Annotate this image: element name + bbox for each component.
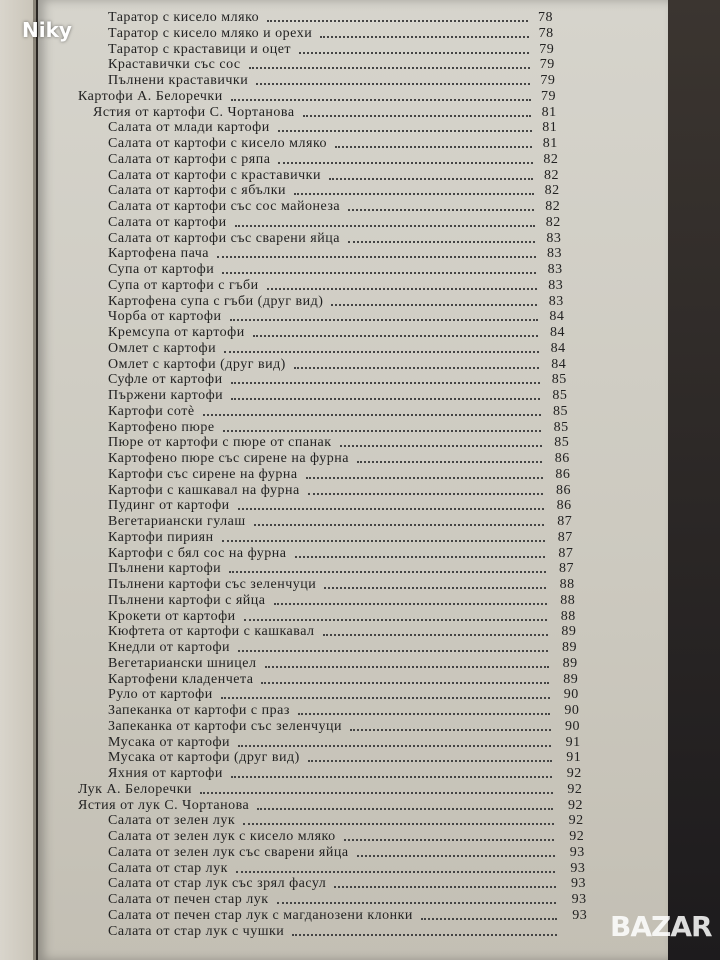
toc-entry-page: 83 bbox=[547, 262, 563, 277]
toc-entry-page: 85 bbox=[554, 435, 570, 451]
toc-leader-dots bbox=[235, 213, 535, 227]
toc-leader-dots bbox=[238, 638, 548, 652]
toc-entry-page: 83 bbox=[546, 230, 562, 246]
toc-entry-page: 83 bbox=[548, 277, 564, 293]
toc-entry-title: Салата от картофи със сварени яйца bbox=[108, 230, 340, 246]
toc-entry-title: Салата от картофи с ряпа bbox=[108, 151, 271, 167]
toc-leader-dots bbox=[231, 764, 552, 778]
toc-leader-dots bbox=[236, 859, 555, 873]
toc-leader-dots bbox=[323, 622, 548, 636]
toc-entry-title: Салата от зелен лук с кисело мляко bbox=[108, 829, 336, 844]
toc-leader-dots bbox=[244, 607, 547, 621]
toc-entry-page: 87 bbox=[557, 529, 573, 545]
toc-entry-title: Яхния от картофи bbox=[108, 766, 223, 781]
toc-entry-page: 91 bbox=[565, 734, 581, 750]
toc-entry-title: Пюре от картофи с пюре от спанак bbox=[108, 435, 332, 451]
toc-entry-page: 89 bbox=[562, 640, 577, 655]
toc-entry-title: Пържени картофи bbox=[108, 388, 224, 403]
toc-entry-page: 82 bbox=[544, 167, 559, 183]
toc-entry-page: 86 bbox=[556, 482, 571, 498]
toc-leader-dots bbox=[334, 874, 556, 888]
toc-entry-page: 90 bbox=[565, 718, 580, 734]
toc-leader-dots bbox=[335, 134, 532, 148]
toc-entry-page: 87 bbox=[557, 514, 573, 529]
toc-leader-dots bbox=[257, 796, 553, 810]
watermark-bazar: BAZAR bbox=[610, 910, 712, 943]
toc-leader-dots bbox=[298, 701, 550, 715]
toc-leader-dots bbox=[277, 890, 556, 904]
toc-entry-page: 86 bbox=[554, 451, 570, 466]
toc-entry-page: 85 bbox=[552, 388, 568, 403]
toc-entry-title: Салата от картофи с кисело мляко bbox=[108, 136, 328, 151]
toc-leader-dots bbox=[238, 733, 551, 747]
toc-entry-page: 88 bbox=[560, 608, 576, 624]
toc-entry-title: Картофена супа с гъби (друг вид) bbox=[108, 293, 324, 309]
toc-entry-page: 85 bbox=[551, 372, 567, 388]
toc-leader-dots bbox=[267, 276, 537, 290]
toc-entry-title: Таратор с краставици и оцет bbox=[108, 41, 292, 57]
toc-leader-dots bbox=[331, 292, 537, 306]
toc-entry bbox=[38, 892, 668, 908]
toc-leader-dots bbox=[348, 197, 534, 211]
toc-entry-page: 86 bbox=[555, 466, 571, 482]
toc-entry-title: Пудинг от картофи bbox=[108, 498, 230, 514]
toc-entry-page: 83 bbox=[548, 293, 564, 309]
toc-entry-page: 93 bbox=[572, 907, 588, 923]
toc-entry-title: Салата от картофи bbox=[108, 214, 227, 230]
toc-leader-dots bbox=[256, 71, 530, 85]
toc-entry-page: 82 bbox=[544, 183, 560, 199]
toc-leader-dots bbox=[253, 323, 538, 337]
toc-entry-title: Картофено пюре със сирене на фурна bbox=[108, 451, 349, 466]
toc-entry-page: 89 bbox=[561, 624, 577, 640]
toc-entry-title: Таратор с кисело мляко и орехи bbox=[108, 25, 313, 41]
toc-entry-title: Кнедли от картофи bbox=[108, 640, 231, 655]
toc-entry bbox=[38, 435, 668, 451]
toc-entry-title: Салата от картофи със сос майонеза bbox=[108, 199, 341, 214]
toc-entry-page: 88 bbox=[559, 577, 575, 592]
toc-entry-page: 78 bbox=[538, 25, 554, 41]
toc-leader-dots bbox=[249, 55, 530, 69]
toc-entry-title: Ястия от картофи С. Чортанова bbox=[93, 104, 295, 120]
toc-entry-page: 79 bbox=[539, 41, 555, 57]
toc-leader-dots bbox=[348, 229, 535, 243]
toc-entry-title: Картофи сотè bbox=[108, 403, 195, 419]
toc-leader-dots bbox=[324, 575, 546, 589]
toc-leader-dots bbox=[357, 449, 542, 463]
watermark-niky: Niky bbox=[22, 18, 72, 42]
toc-leader-dots bbox=[224, 339, 539, 353]
toc-entry-title: Пълнени картофи bbox=[108, 561, 222, 577]
toc-entry-title: Мусака от картофи (друг вид) bbox=[108, 750, 300, 766]
toc-entry bbox=[38, 829, 668, 845]
toc-entry-page: 93 bbox=[569, 844, 585, 860]
toc-leader-dots bbox=[278, 118, 532, 132]
toc-entry-page: 89 bbox=[563, 671, 579, 687]
toc-entry-page: 79 bbox=[540, 73, 556, 88]
toc-entry-title: Салата от картофи с ябълки bbox=[108, 183, 287, 199]
toc-entry-page: 83 bbox=[547, 246, 562, 262]
toc-entry-page: 78 bbox=[538, 10, 553, 25]
toc-entry-title: Картофи А. Белоречки bbox=[78, 88, 223, 104]
toc-entry-page: 89 bbox=[562, 655, 578, 671]
toc-leader-dots bbox=[344, 827, 554, 841]
toc-entry-page: 84 bbox=[550, 325, 565, 340]
toc-leader-dots bbox=[222, 260, 536, 274]
toc-entry-title: Таратор с кисело мляко bbox=[108, 10, 260, 25]
toc-entry-page: 82 bbox=[545, 199, 561, 214]
toc-entry-title: Кремсупа от картофи bbox=[108, 325, 245, 340]
toc-leader-dots bbox=[308, 748, 552, 762]
toc-entry-title: Картофени кладенчета bbox=[108, 671, 254, 687]
toc-entry-page: 92 bbox=[566, 766, 582, 781]
toc-leader-dots bbox=[308, 481, 543, 495]
toc-leader-dots bbox=[320, 24, 529, 38]
left-page-edge bbox=[0, 0, 36, 960]
toc-entry-page: 79 bbox=[541, 88, 556, 104]
toc-entry-page: 93 bbox=[570, 860, 586, 876]
toc-entry-page: 82 bbox=[545, 214, 561, 230]
toc-leader-dots bbox=[303, 103, 531, 117]
toc-entry-page: 82 bbox=[543, 151, 559, 167]
toc-leader-dots bbox=[329, 166, 533, 180]
toc-leader-dots bbox=[238, 496, 544, 510]
toc-entry-page: 81 bbox=[542, 136, 558, 151]
toc-entry-title: Салата от зелен лук със сварени яйца bbox=[108, 844, 349, 860]
toc-leader-dots bbox=[421, 906, 557, 920]
toc-leader-dots bbox=[254, 512, 544, 526]
toc-entry-page: 81 bbox=[541, 104, 557, 120]
toc-entry-title: Салата от зелен лук bbox=[108, 813, 236, 829]
toc-leader-dots bbox=[229, 559, 546, 573]
toc-entry-title: Мусака от картофи bbox=[108, 734, 231, 750]
toc-entry-title: Суфле от картофи bbox=[108, 372, 223, 388]
toc-entry-page: 84 bbox=[551, 356, 567, 372]
toc-entry bbox=[38, 924, 668, 940]
toc-leader-dots bbox=[306, 465, 543, 479]
toc-entry-title: Салата от печен стар лук bbox=[108, 892, 269, 907]
toc-leader-dots bbox=[294, 355, 539, 369]
toc-entry-page: 86 bbox=[556, 498, 572, 514]
toc-leader-dots bbox=[278, 150, 533, 164]
toc-entry-title: Пълнени картофи с яйца bbox=[108, 592, 266, 608]
page-gutter bbox=[33, 0, 36, 960]
table-of-contents bbox=[38, 10, 668, 939]
toc-leader-dots bbox=[265, 654, 549, 668]
toc-leader-dots bbox=[292, 922, 557, 936]
toc-entry-title: Салата от млади картофи bbox=[108, 120, 270, 136]
toc-entry-page: 79 bbox=[539, 57, 555, 73]
toc-entry-title: Салата от картофи с краставички bbox=[108, 167, 321, 183]
toc-entry-page: 93 bbox=[571, 892, 587, 907]
toc-entry-title: Супа от картофи с гъби bbox=[108, 277, 259, 293]
toc-leader-dots bbox=[217, 244, 536, 258]
toc-entry-page: 87 bbox=[559, 561, 574, 577]
toc-leader-dots bbox=[350, 717, 551, 731]
toc-entry-title: Пълнени картофи със зеленчуци bbox=[108, 577, 317, 592]
toc-entry-title: Омлет с картофи (друг вид) bbox=[108, 356, 286, 372]
toc-leader-dots bbox=[221, 685, 550, 699]
toc-leader-dots bbox=[231, 87, 531, 101]
toc-entry-title: Лук А. Белоречки bbox=[78, 781, 192, 797]
toc-entry-page: 90 bbox=[564, 703, 580, 718]
toc-entry-title: Кюфтета от картофи с кашкавал bbox=[108, 624, 315, 640]
toc-entry-title: Картофи с кашкавал на фурна bbox=[108, 482, 300, 498]
toc-entry-title: Краставички със сос bbox=[108, 57, 241, 73]
toc-entry-title: Картофи със сирене на фурна bbox=[108, 466, 298, 482]
toc-entry-title: Крокети от картофи bbox=[108, 608, 236, 624]
toc-entry-title: Картофено пюре bbox=[108, 419, 215, 435]
toc-entry-page: 88 bbox=[560, 592, 576, 608]
toc-entry-title: Запеканка от картофи със зеленчуци bbox=[108, 718, 343, 734]
toc-entry-page: 84 bbox=[550, 340, 566, 356]
toc-entry-title: Салата от стар лук с чушки bbox=[108, 923, 285, 939]
toc-entry-title: Салата от стар лук bbox=[108, 860, 228, 876]
toc-entry-page: 85 bbox=[553, 419, 569, 435]
toc-entry-title: Чорба от картофи bbox=[108, 309, 222, 325]
toc-entry-page: 92 bbox=[567, 781, 583, 797]
toc-leader-dots bbox=[299, 40, 529, 54]
toc-entry-page: 92 bbox=[568, 797, 583, 813]
toc-entry-page: 87 bbox=[558, 545, 574, 561]
toc-leader-dots bbox=[294, 181, 534, 195]
toc-leader-dots bbox=[243, 811, 554, 825]
toc-entry-title: Супа от картофи bbox=[108, 262, 215, 277]
toc-entry-title: Салата от печен стар лук с магданозени клонки bbox=[108, 907, 413, 923]
toc-entry-title: Картофи с бял сос на фурна bbox=[108, 545, 287, 561]
toc-leader-dots bbox=[357, 843, 555, 857]
toc-entry-title: Омлет с картофи bbox=[108, 340, 217, 356]
toc-leader-dots bbox=[295, 544, 545, 558]
toc-entry-page: 90 bbox=[563, 687, 579, 703]
toc-entry-page: 92 bbox=[569, 829, 585, 844]
toc-leader-dots bbox=[231, 386, 540, 400]
toc-leader-dots bbox=[340, 433, 542, 447]
toc-entry-page: 93 bbox=[571, 876, 586, 892]
toc-entry-page: 81 bbox=[542, 120, 558, 136]
toc-entry-title: Руло от картофи bbox=[108, 687, 213, 703]
toc-entry-page: 84 bbox=[549, 309, 565, 325]
toc-leader-dots bbox=[200, 780, 553, 794]
toc-entry-title: Картофена пача bbox=[108, 246, 210, 262]
toc-leader-dots bbox=[203, 402, 541, 416]
toc-leader-dots bbox=[223, 418, 541, 432]
toc-entry-page: 85 bbox=[553, 403, 568, 419]
toc-entry-title: Вегетариански гулаш bbox=[108, 514, 246, 529]
toc-entry-page: 91 bbox=[566, 750, 582, 766]
toc-leader-dots bbox=[231, 370, 540, 384]
toc-leader-dots bbox=[274, 591, 547, 605]
toc-entry-title: Ястия от лук С. Чортанова bbox=[78, 797, 250, 813]
toc-entry-page: 92 bbox=[568, 813, 584, 829]
toc-leader-dots bbox=[230, 307, 538, 321]
book-page bbox=[38, 0, 668, 960]
toc-entry-title: Картофи пириян bbox=[108, 529, 214, 545]
toc-leader-dots bbox=[261, 670, 549, 684]
toc-entry-title: Пълнени краставички bbox=[108, 73, 249, 88]
toc-entry-title: Запеканка от картофи с праз bbox=[108, 703, 290, 718]
toc-entry-title: Вегетариански шницел bbox=[108, 655, 257, 671]
toc-leader-dots bbox=[267, 8, 528, 22]
toc-entry-title: Салата от стар лук със зрял фасул bbox=[108, 876, 327, 892]
toc-leader-dots bbox=[222, 528, 545, 542]
background-surface bbox=[668, 0, 720, 960]
